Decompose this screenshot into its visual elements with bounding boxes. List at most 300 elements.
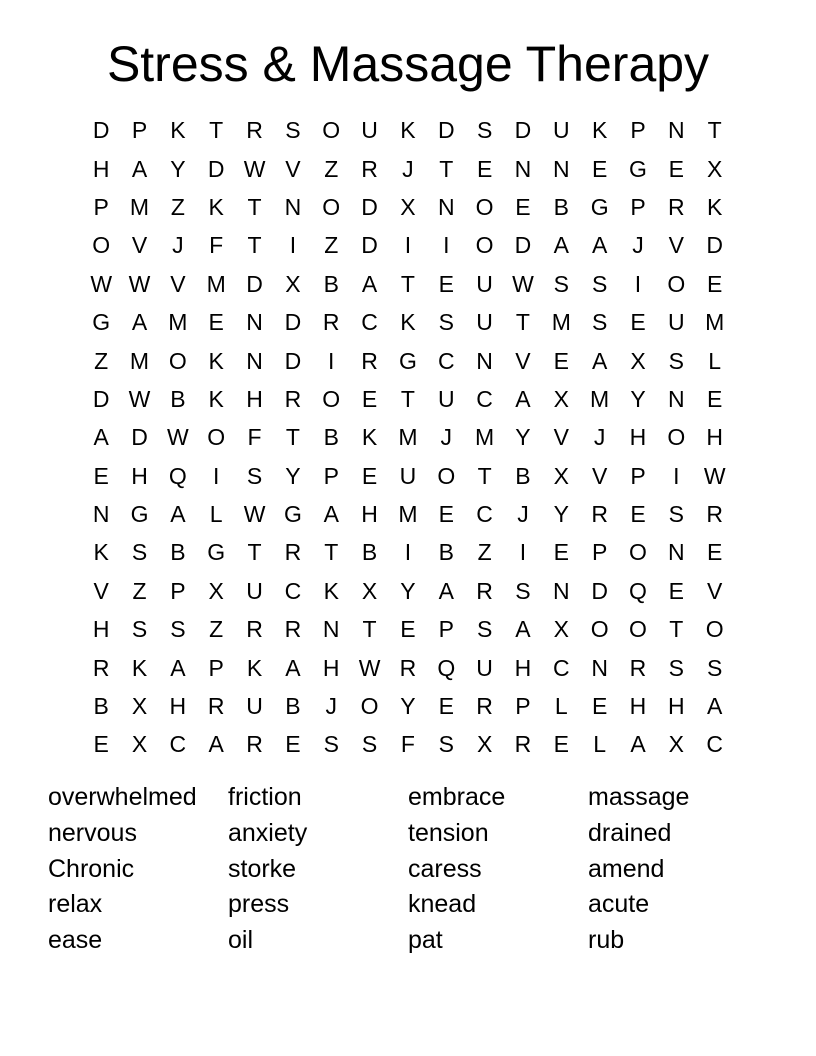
grid-letter: R: [706, 501, 723, 528]
grid-row: [82, 533, 734, 571]
grid-letter: B: [553, 193, 569, 220]
grid-letter: R: [399, 654, 417, 681]
grid-letter: E: [591, 693, 608, 720]
grid-letter: U: [476, 309, 493, 336]
grid-letter: S: [707, 654, 723, 681]
grid-letter: F: [209, 232, 224, 259]
grid-letter: I: [213, 462, 220, 489]
grid-letter: E: [707, 270, 723, 297]
grid-letter: X: [131, 693, 148, 720]
grid-letter: D: [284, 347, 302, 374]
grid-letter: M: [475, 424, 495, 451]
grid-letter: K: [93, 539, 109, 566]
grid-letter: H: [514, 654, 532, 681]
grid-letter: K: [131, 654, 148, 681]
grid-letter: T: [247, 193, 262, 220]
grid-letter: P: [208, 654, 224, 681]
grid-letter: E: [438, 693, 454, 720]
grid-letter: C: [476, 501, 493, 528]
grid-letter: Y: [400, 693, 416, 720]
grid-letter: A: [515, 616, 531, 643]
grid-row: [82, 303, 734, 341]
grid-row: [82, 457, 734, 495]
grid-letter: K: [400, 117, 416, 144]
grid-letter: Y: [400, 577, 416, 604]
grid-row: [82, 648, 734, 686]
word-column: [228, 780, 408, 959]
grid-letter: O: [322, 117, 341, 144]
grid-letter: G: [130, 501, 149, 528]
word-list-item: friction: [228, 783, 302, 811]
grid-letter: K: [323, 577, 339, 604]
grid-letter: N: [552, 155, 570, 182]
grid-letter: J: [325, 693, 337, 720]
grid-letter: A: [170, 501, 186, 528]
grid-letter: X: [400, 193, 416, 220]
word-list-item: caress: [408, 854, 482, 883]
grid-letter: R: [476, 693, 493, 720]
grid-letter: R: [284, 539, 302, 566]
page-title: Stress & Massage Therapy: [106, 36, 710, 92]
grid-letter: C: [706, 731, 723, 758]
grid-letter: W: [243, 501, 266, 528]
grid-letter: T: [400, 270, 415, 297]
grid-letter: X: [630, 347, 646, 374]
word-list-item: massage: [588, 783, 690, 811]
grid-letter: Z: [132, 577, 147, 604]
grid-letter: S: [170, 616, 186, 643]
grid-letter: X: [208, 577, 224, 604]
word-column: [588, 780, 768, 959]
grid-letter: B: [323, 424, 339, 451]
grid-letter: Z: [477, 539, 492, 566]
grid-letter: P: [630, 462, 646, 489]
grid-letter: E: [438, 501, 454, 528]
grid-letter: J: [517, 501, 529, 528]
grid-letter: B: [285, 693, 301, 720]
grid-letter: K: [707, 193, 723, 220]
grid-letter: K: [208, 193, 224, 220]
grid-letter: E: [591, 155, 608, 182]
word-list-item: knead: [408, 890, 477, 919]
grid-letter: X: [361, 577, 378, 604]
grid-letter: W: [358, 654, 381, 681]
grid-letter: O: [322, 193, 341, 220]
grid-letter: X: [285, 270, 301, 297]
grid-letter: A: [438, 577, 454, 604]
grid-letter: E: [361, 462, 378, 489]
grid-letter: N: [514, 155, 532, 182]
grid-letter: W: [512, 270, 534, 297]
grid-letter: V: [515, 347, 531, 374]
grid-letter: J: [172, 232, 184, 259]
grid-letter: D: [246, 270, 263, 297]
grid-letter: O: [475, 193, 494, 220]
grid-letter: M: [206, 270, 226, 297]
grid-letter: Q: [629, 577, 647, 604]
grid-letter: U: [668, 309, 685, 336]
grid-letter: H: [361, 501, 378, 528]
grid-letter: G: [207, 539, 226, 566]
grid-letter: I: [404, 232, 412, 259]
grid-letter: O: [168, 347, 187, 374]
grid-letter: P: [630, 117, 646, 144]
grid-letter: G: [398, 347, 417, 374]
grid-letter: T: [669, 616, 684, 643]
grid-letter: H: [706, 424, 723, 451]
grid-letter: E: [707, 539, 723, 566]
grid-row: [82, 226, 734, 264]
grid-letter: T: [477, 462, 492, 489]
grid-letter: W: [703, 462, 726, 489]
grid-letter: O: [360, 693, 379, 720]
grid-letter: S: [438, 731, 454, 758]
grid-letter: N: [668, 117, 685, 144]
grid-letter: R: [284, 616, 302, 643]
word-list-item: press: [228, 890, 290, 919]
grid-letter: R: [246, 731, 263, 758]
grid-letter: S: [668, 501, 684, 528]
grid-letter: W: [243, 155, 266, 182]
grid-letter: I: [328, 347, 335, 374]
grid-letter: V: [668, 232, 684, 259]
grid-row: [82, 495, 734, 533]
grid-letter: X: [707, 155, 723, 182]
grid-letter: N: [284, 193, 302, 220]
grid-letter: B: [515, 462, 531, 489]
grid-letter: E: [400, 616, 416, 643]
grid-letter: O: [629, 616, 647, 643]
grid-letter: T: [400, 385, 415, 412]
grid-letter: R: [246, 117, 263, 144]
grid-letter: A: [361, 270, 378, 297]
grid-letter: M: [129, 347, 150, 374]
grid-letter: C: [437, 347, 455, 374]
grid-letter: D: [514, 232, 532, 259]
grid-letter: U: [399, 462, 417, 489]
grid-letter: T: [439, 155, 454, 182]
grid-letter: D: [207, 155, 225, 182]
grid-letter: H: [322, 654, 340, 681]
grid-letter: T: [707, 117, 722, 144]
grid-letter: J: [402, 155, 414, 182]
grid-letter: K: [361, 424, 378, 451]
grid-letter: T: [285, 424, 300, 451]
word-list-item: acute: [588, 890, 650, 919]
grid-letter: D: [361, 232, 378, 259]
grid-letter: D: [361, 193, 378, 220]
grid-letter: P: [170, 577, 186, 604]
grid-letter: A: [93, 424, 109, 451]
grid-letter: J: [593, 424, 606, 451]
grid-letter: E: [553, 731, 569, 758]
letter-grid: [82, 111, 734, 764]
grid-letter: V: [170, 270, 186, 297]
grid-letter: D: [591, 577, 608, 604]
grid-letter: E: [668, 155, 684, 182]
grid-letter: R: [514, 731, 532, 758]
grid-letter: Y: [515, 424, 531, 451]
grid-letter: B: [323, 270, 339, 297]
grid-letter: P: [630, 193, 646, 220]
grid-letter: D: [437, 117, 455, 144]
grid-letter: Q: [437, 654, 456, 681]
grid-letter: Z: [209, 616, 224, 643]
grid-letter: R: [92, 654, 110, 681]
grid-letter: E: [438, 270, 454, 297]
grid-letter: S: [591, 309, 608, 336]
grid-letter: R: [591, 501, 608, 528]
grid-letter: S: [246, 462, 263, 489]
grid-row: [82, 380, 734, 418]
grid-letter: Y: [170, 155, 186, 182]
word-list-item: nervous: [48, 818, 137, 847]
grid-letter: S: [668, 347, 684, 374]
grid-letter: E: [285, 731, 301, 758]
grid-letter: O: [667, 424, 686, 451]
grid-row: [82, 111, 734, 149]
grid-row: [82, 610, 734, 648]
grid-letter: J: [440, 424, 453, 451]
grid-letter: F: [247, 424, 262, 451]
grid-letter: U: [361, 117, 378, 144]
word-list-item: embrace: [408, 783, 506, 811]
grid-letter: X: [553, 462, 569, 489]
grid-letter: M: [590, 385, 610, 412]
grid-letter: N: [437, 193, 455, 220]
grid-letter: S: [438, 309, 454, 336]
grid-letter: E: [515, 193, 531, 220]
word-list-item: storke: [228, 854, 297, 883]
word-list-item: tension: [408, 818, 489, 847]
grid-letter: A: [208, 731, 224, 758]
grid-letter: E: [668, 577, 684, 604]
grid-letter: O: [322, 385, 341, 412]
grid-letter: V: [707, 577, 723, 604]
grid-letter: D: [284, 309, 302, 336]
grid-letter: A: [591, 347, 608, 374]
grid-letter: N: [246, 347, 263, 374]
grid-letter: E: [553, 347, 569, 374]
grid-letter: R: [322, 309, 340, 336]
grid-letter: R: [284, 385, 302, 412]
grid-letter: P: [438, 616, 454, 643]
grid-letter: C: [476, 385, 493, 412]
grid-row: [82, 572, 734, 610]
grid-letter: N: [591, 654, 608, 681]
grid-letter: H: [92, 616, 110, 643]
grid-letter: Z: [324, 155, 339, 182]
grid-letter: L: [554, 693, 568, 720]
word-list-item: relax: [48, 890, 103, 919]
grid-letter: E: [630, 501, 646, 528]
grid-letter: U: [476, 654, 493, 681]
grid-letter: A: [323, 501, 339, 528]
grid-letter: T: [209, 117, 224, 144]
grid-letter: P: [93, 193, 109, 220]
grid-letter: X: [553, 385, 569, 412]
grid-letter: F: [400, 731, 415, 758]
grid-letter: E: [93, 462, 109, 489]
grid-letter: H: [668, 693, 685, 720]
grid-letter: W: [128, 270, 151, 297]
grid-letter: S: [515, 577, 531, 604]
grid-letter: Y: [630, 385, 646, 412]
grid-row: [82, 265, 734, 303]
word-list-item: rub: [588, 926, 625, 955]
grid-letter: O: [629, 539, 647, 566]
grid-letter: V: [553, 424, 569, 451]
grid-letter: O: [475, 232, 494, 259]
grid-letter: R: [629, 654, 647, 681]
grid-letter: A: [553, 232, 569, 259]
grid-letter: G: [92, 309, 111, 336]
grid-letter: D: [92, 117, 110, 144]
grid-letter: M: [398, 501, 418, 528]
grid-letter: C: [552, 654, 570, 681]
grid-letter: U: [552, 117, 570, 144]
grid-letter: I: [404, 539, 412, 566]
grid-letter: J: [632, 232, 644, 259]
word-list-item: anxiety: [228, 818, 308, 847]
grid-letter: Q: [168, 462, 187, 489]
grid-letter: H: [629, 424, 647, 451]
grid-letter: Z: [170, 193, 185, 220]
grid-letter: T: [515, 309, 530, 336]
grid-letter: P: [591, 539, 608, 566]
grid-letter: R: [361, 155, 378, 182]
grid-letter: W: [90, 270, 113, 297]
grid-letter: R: [361, 347, 378, 374]
grid-letter: P: [515, 693, 531, 720]
grid-letter: M: [551, 309, 571, 336]
grid-letter: E: [630, 309, 646, 336]
grid-letter: D: [92, 385, 110, 412]
grid-letter: L: [593, 731, 607, 758]
grid-letter: E: [93, 731, 109, 758]
grid-letter: T: [247, 232, 262, 259]
grid-letter: N: [668, 539, 685, 566]
grid-letter: A: [170, 654, 186, 681]
grid-letter: G: [590, 193, 609, 220]
word-list-item: drained: [588, 818, 672, 847]
grid-letter: V: [285, 155, 301, 182]
grid-letter: E: [361, 385, 378, 412]
grid-letter: C: [169, 731, 187, 758]
grid-letter: S: [476, 117, 493, 144]
grid-letter: B: [170, 539, 186, 566]
grid-row: [82, 418, 734, 456]
grid-letter: M: [398, 424, 418, 451]
grid-letter: E: [553, 539, 569, 566]
grid-letter: X: [668, 731, 684, 758]
grid-letter: X: [131, 731, 148, 758]
grid-letter: M: [168, 309, 188, 336]
grid-letter: P: [323, 462, 339, 489]
grid-letter: A: [515, 385, 531, 412]
grid-letter: O: [667, 270, 686, 297]
grid-letter: R: [207, 693, 225, 720]
grid-letter: O: [207, 424, 226, 451]
grid-letter: D: [706, 232, 723, 259]
grid-letter: H: [92, 155, 110, 182]
grid-letter: S: [131, 616, 148, 643]
grid-letter: H: [169, 693, 187, 720]
grid-row: [82, 725, 734, 763]
word-list-item: pat: [408, 926, 443, 955]
grid-letter: K: [591, 117, 608, 144]
grid-letter: D: [131, 424, 148, 451]
grid-row: [82, 341, 734, 379]
grid-letter: G: [283, 501, 302, 528]
grid-letter: I: [634, 270, 642, 297]
grid-letter: S: [323, 731, 339, 758]
grid-letter: N: [322, 616, 340, 643]
word-column: [48, 780, 228, 959]
grid-letter: I: [673, 462, 680, 489]
grid-letter: A: [630, 731, 646, 758]
grid-letter: R: [668, 193, 685, 220]
grid-letter: U: [437, 385, 455, 412]
grid-letter: U: [246, 577, 263, 604]
grid-letter: N: [668, 385, 685, 412]
grid-letter: I: [289, 232, 297, 259]
grid-letter: N: [476, 347, 493, 374]
grid-letter: M: [129, 193, 150, 220]
grid-letter: X: [553, 616, 569, 643]
grid-letter: T: [247, 539, 262, 566]
grid-letter: T: [362, 616, 377, 643]
grid-letter: W: [167, 424, 189, 451]
grid-letter: Z: [94, 347, 109, 374]
grid-letter: O: [92, 232, 111, 259]
grid-letter: S: [476, 616, 493, 643]
grid-row: [82, 687, 734, 725]
grid-letter: Y: [285, 462, 301, 489]
grid-letter: B: [438, 539, 454, 566]
grid-letter: A: [707, 693, 723, 720]
grid-letter: K: [208, 347, 224, 374]
grid-letter: I: [519, 539, 527, 566]
grid-letter: Z: [324, 232, 339, 259]
grid-letter: B: [170, 385, 186, 412]
word-list: [48, 780, 768, 959]
grid-letter: L: [209, 501, 223, 528]
grid-letter: A: [131, 155, 148, 182]
grid-letter: L: [708, 347, 722, 374]
grid-letter: B: [361, 539, 378, 566]
grid-letter: S: [131, 539, 148, 566]
grid-letter: K: [400, 309, 416, 336]
grid-letter: H: [131, 462, 148, 489]
grid-letter: P: [131, 117, 148, 144]
grid-letter: K: [208, 385, 224, 412]
grid-letter: O: [590, 616, 609, 643]
grid-letter: N: [246, 309, 263, 336]
grid-letter: U: [246, 693, 263, 720]
grid-letter: C: [284, 577, 302, 604]
grid-letter: V: [591, 462, 608, 489]
grid-letter: S: [553, 270, 569, 297]
grid-letter: C: [361, 309, 378, 336]
grid-letter: A: [285, 654, 301, 681]
grid-letter: K: [170, 117, 186, 144]
grid-letter: V: [131, 232, 148, 259]
word-list-item: Chronic: [48, 854, 135, 883]
grid-letter: E: [208, 309, 224, 336]
grid-letter: M: [705, 309, 725, 336]
grid-letter: R: [246, 616, 263, 643]
